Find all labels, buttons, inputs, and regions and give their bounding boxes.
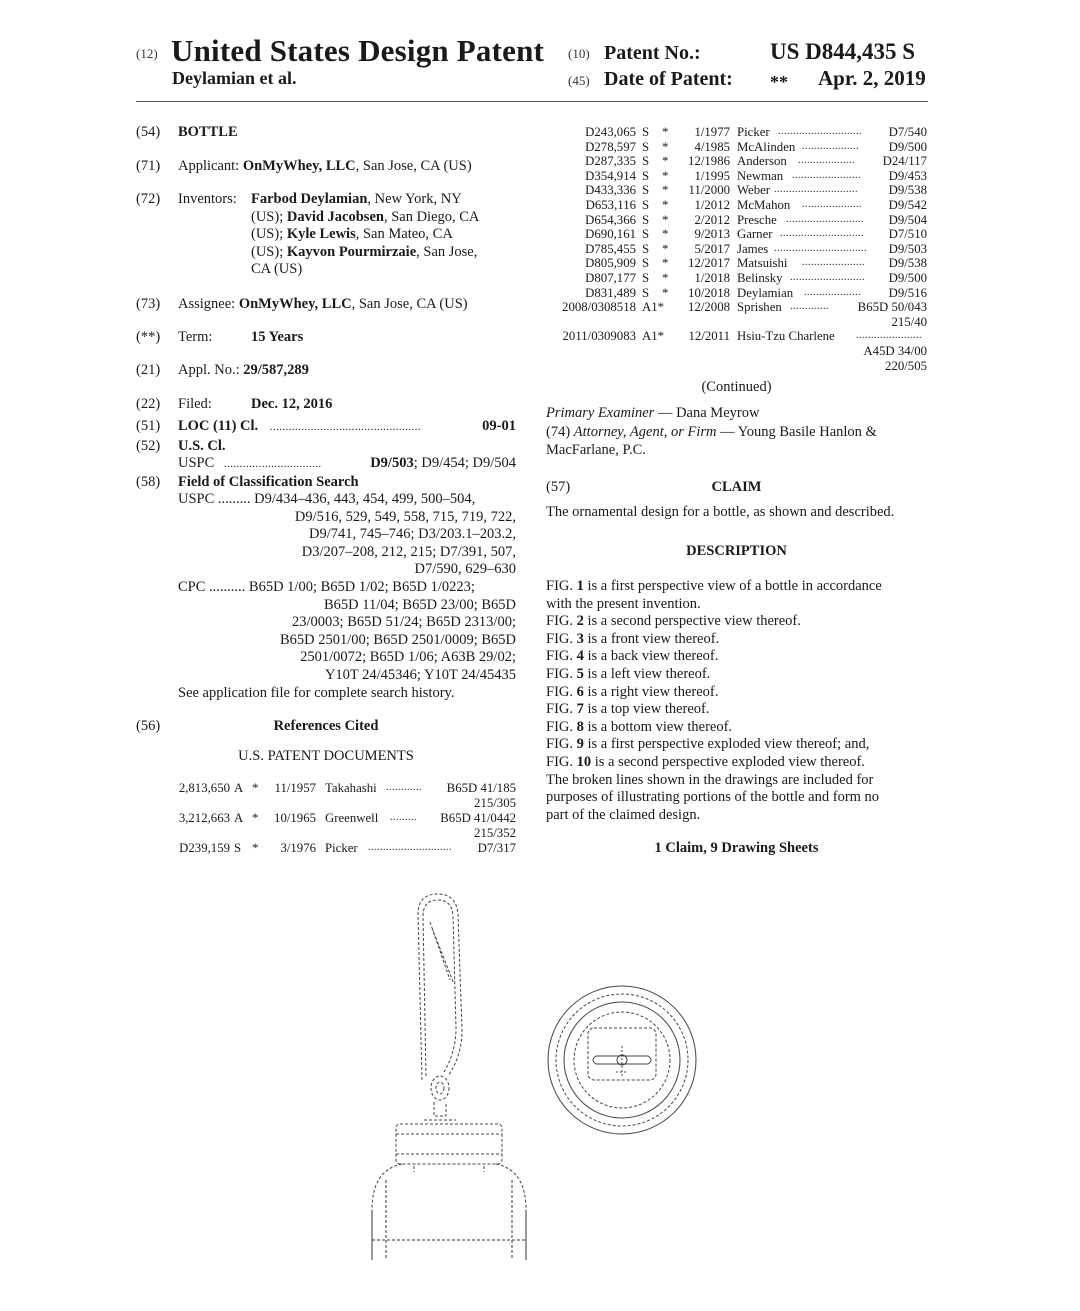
- ref-kind: S: [642, 139, 650, 154]
- figure-line: FIG. 3 is a front view thereof.: [546, 630, 720, 647]
- ref-name: Takahashi: [325, 781, 377, 795]
- ref-date: 11/1957: [274, 781, 316, 795]
- references-title: References Cited: [273, 718, 379, 734]
- ref-star: *: [662, 270, 669, 285]
- inventor-loc: , San Diego, CA: [383, 208, 480, 225]
- ref-number: 3,212,663: [178, 811, 230, 825]
- ref-dots: ....................: [802, 198, 862, 210]
- reference-row: [546, 256, 927, 271]
- ref-star: *: [662, 256, 669, 271]
- ref-star: *: [662, 139, 669, 154]
- field-uspc: [178, 491, 516, 579]
- ref-star: *: [252, 841, 259, 855]
- ref-date: 1/2018: [694, 270, 730, 285]
- code-58: (58): [136, 474, 161, 490]
- figure-line: FIG. 1 is a first perspective view of a bottle in accordance: [546, 578, 882, 594]
- ref-name: Weber: [737, 183, 771, 198]
- ref-dots: ...............................: [774, 242, 867, 254]
- ref-date: 2/2012: [694, 212, 730, 227]
- ref-name: Deylamian: [737, 285, 794, 300]
- ref-dots: ...................: [804, 286, 861, 298]
- ref-class: D7/317: [477, 841, 516, 855]
- ref-kind: S: [642, 227, 650, 242]
- ref-kind: S: [642, 256, 650, 271]
- applicant: [178, 158, 472, 176]
- field-line: B65D 2501/00; B65D 2501/0009; B65D: [279, 631, 516, 648]
- ref-date: 5/2017: [694, 241, 730, 256]
- reference-row: [546, 213, 927, 228]
- ref-star: *: [662, 197, 669, 212]
- reference-row: [546, 198, 927, 213]
- header-rule: [136, 101, 928, 102]
- uspc-main: D9/503: [370, 455, 414, 471]
- ref-name: Picker: [325, 841, 358, 855]
- ref-number: D243,065: [585, 125, 636, 139]
- ref-kind: A: [234, 811, 244, 825]
- inventor-loc: , San Mateo, CA: [355, 226, 453, 243]
- ref-kind: A1*: [642, 300, 665, 315]
- description-title: DESCRIPTION: [686, 543, 787, 559]
- ref-kind: S: [642, 241, 650, 256]
- references-right: [546, 125, 927, 373]
- code-21: (21): [136, 362, 161, 378]
- code-term: (**): [136, 329, 161, 345]
- ref-star: *: [252, 781, 259, 795]
- bottle-body: [372, 1210, 526, 1260]
- code-72: (72): [136, 191, 161, 207]
- reference-row: [546, 300, 927, 329]
- attorney-name-2: MacFarlane, P.C.: [546, 441, 646, 458]
- ref-number: D278,597: [585, 139, 636, 154]
- figure-line: FIG. 9 is a first perspective exploded view thereof; and,: [546, 736, 870, 753]
- continued-note: (Continued): [701, 379, 772, 395]
- ref-number: D653,116: [585, 197, 636, 212]
- reference-row: [168, 781, 516, 810]
- ref-dots: .......................: [792, 169, 861, 181]
- ref-star: *: [662, 154, 669, 169]
- reference-row: [546, 242, 927, 257]
- reference-row: [546, 140, 927, 155]
- ref-date: 10/1965: [274, 811, 316, 825]
- ref-kind: S: [642, 197, 650, 212]
- ref-number: D805,909: [585, 256, 636, 271]
- ref-name: Garner: [737, 227, 773, 242]
- ref-dots: ..........................: [786, 213, 864, 225]
- ref-dots: .........: [390, 812, 417, 823]
- loc-value: 09-01: [482, 418, 516, 434]
- ref-kind: A1*: [642, 329, 665, 344]
- ref-date: 12/2011: [688, 329, 730, 344]
- ref-number: D654,366: [585, 212, 636, 227]
- inventor-line: [251, 191, 521, 209]
- term-value: 15 Years: [251, 329, 304, 345]
- us-patent-documents: U.S. PATENT DOCUMENTS: [238, 748, 414, 764]
- ref-name: Hsiu-Tzu Charlene: [737, 329, 835, 344]
- ref-kind: S: [642, 270, 650, 285]
- appl-label: Appl. No.:: [178, 362, 240, 378]
- assignee-loc: , San Jose, CA (US): [351, 296, 468, 312]
- ref-star: *: [662, 125, 669, 139]
- ref-star: *: [252, 811, 259, 825]
- uspc-label: USPC: [178, 455, 215, 471]
- ref-class: D9/503: [888, 241, 927, 256]
- broken-lines-text: purposes of illustrating portions of the bottle and form no: [546, 789, 880, 806]
- ref-class: D7/540: [888, 125, 927, 139]
- code-71: (71): [136, 158, 161, 174]
- code-74: (74): [546, 424, 571, 440]
- inventors-list: [251, 191, 521, 279]
- inventor-line: [251, 209, 521, 227]
- ref-kind: S: [234, 841, 242, 855]
- ref-name: McAlinden: [737, 139, 796, 154]
- code-56: (56): [136, 718, 161, 734]
- inventor-name: Kyle Lewis: [286, 226, 356, 243]
- ref-date: 12/2017: [688, 256, 730, 271]
- patent-no: US D844,435 S: [770, 39, 916, 64]
- appl-number: 29/587,289: [243, 362, 309, 378]
- field-line: USPC ......... D9/434–436, 443, 454, 499, 500–504,: [178, 491, 476, 507]
- ref-class-3: 220/505: [885, 359, 927, 374]
- ref-name: Newman: [737, 168, 784, 183]
- bottle-drawing: [360, 880, 730, 1260]
- ref-date: 1/1977: [694, 125, 730, 139]
- ref-dots: ...................: [802, 140, 859, 152]
- reference-row: [546, 271, 927, 286]
- code-73: (73): [136, 296, 161, 312]
- ref-number: 2011/0309083: [562, 329, 636, 344]
- reference-row: [546, 154, 927, 169]
- claim-text: The ornamental design for a bottle, as shown and described.: [546, 504, 895, 520]
- assignee-label: Assignee:: [178, 296, 236, 312]
- inventor-loc: , San Jose,: [416, 243, 478, 260]
- ref-class: B65D 41/185: [446, 781, 516, 795]
- code-54: (54): [136, 124, 161, 140]
- ref-class-2: A45D 34/00: [863, 344, 927, 359]
- invention-title: BOTTLE: [178, 124, 238, 140]
- patent-no-label: Patent No.:: [604, 42, 701, 64]
- see-application: See application file for complete search history.: [178, 685, 455, 701]
- field-line: CPC .......... B65D 1/00; B65D 1/02; B65D 1/0223;: [178, 579, 475, 595]
- ref-name: McMahon: [737, 197, 791, 212]
- ref-date: 3/1976: [280, 841, 316, 855]
- ref-date: 11/2000: [688, 183, 730, 198]
- ref-name: Picker: [737, 125, 770, 139]
- reference-row: [546, 227, 927, 242]
- ref-kind: S: [642, 212, 650, 227]
- ref-date: 4/1985: [694, 139, 730, 154]
- inventor-loc: , New York, NY: [367, 191, 462, 207]
- attorney-label: Attorney, Agent, or Firm: [573, 424, 717, 440]
- uspc-rest: ; D9/454; D9/504: [413, 455, 516, 471]
- reference-row: [168, 811, 516, 840]
- ref-class: D9/542: [888, 197, 927, 212]
- loc-label: LOC (11) Cl.: [178, 418, 259, 434]
- code-52: (52): [136, 438, 161, 454]
- ref-dots: ............: [386, 782, 422, 793]
- figure-line: FIG. 10 is a second perspective exploded view thereof.: [546, 753, 865, 770]
- ref-number: D287,335: [585, 154, 636, 169]
- ref-dots: ............................: [774, 184, 858, 196]
- ref-class: D7/510: [888, 227, 927, 242]
- inventor-prefix: (US);: [251, 208, 287, 225]
- figure-list: [546, 578, 927, 824]
- ref-dots: .............: [790, 301, 829, 313]
- uspc-dots: ...............................: [223, 458, 322, 470]
- reference-row: [546, 329, 927, 373]
- ref-kind: S: [642, 154, 650, 169]
- inventor-name: Kayvon Pourmirzaie: [286, 243, 417, 260]
- appl: [178, 362, 309, 380]
- ref-class: D9/500: [888, 139, 927, 154]
- primary-examiner: [546, 405, 759, 423]
- field-line: D9/741, 745–746; D3/203.1–203.2,: [308, 526, 516, 543]
- inventor-name: Farbod Deylamian: [251, 191, 368, 207]
- ref-star: *: [662, 212, 669, 227]
- ref-dots: ......................: [856, 330, 922, 342]
- code-45: (45): [568, 73, 590, 88]
- ref-date: 9/2013: [694, 227, 730, 242]
- figure-line: with the present invention.: [546, 595, 701, 612]
- filed-date: Dec. 12, 2016: [251, 396, 333, 412]
- assignee-name: OnMyWhey, LLC: [238, 296, 352, 312]
- reference-row: [546, 286, 927, 301]
- loc-class: [178, 418, 516, 437]
- assignee: [178, 296, 468, 314]
- uspc-class: [178, 455, 516, 474]
- inventors-label: Inventors:: [178, 191, 237, 207]
- ref-class: D9/504: [888, 212, 927, 227]
- attorney-name: — Young Basile Hanlon &: [716, 424, 877, 440]
- date-mark: **: [770, 72, 788, 92]
- broken-lines-text: part of the claimed design.: [546, 806, 701, 823]
- reference-row: [546, 169, 927, 184]
- field-line: D3/207–208, 212, 215; D7/391, 507,: [301, 543, 516, 560]
- inventor-line: CA (US): [251, 261, 303, 278]
- ref-kind: S: [642, 125, 650, 139]
- ref-number: D831,489: [585, 285, 636, 300]
- code-12: (12): [136, 46, 158, 61]
- code-57: (57): [546, 479, 571, 495]
- reference-row: [546, 183, 927, 198]
- code-10: (10): [568, 46, 590, 61]
- ref-kind: A: [234, 781, 244, 795]
- uscl-label: U.S. Cl.: [178, 438, 226, 454]
- ref-class: D24/117: [882, 154, 927, 169]
- claim-title: CLAIM: [711, 479, 762, 495]
- figure-line: FIG. 5 is a left view thereof.: [546, 665, 711, 682]
- ref-number: D807,177: [585, 270, 636, 285]
- ref-class-2: 215/305: [474, 796, 516, 810]
- term-label: Term:: [178, 329, 213, 345]
- code-22: (22): [136, 396, 161, 412]
- ref-name: Anderson: [737, 154, 787, 169]
- ref-class: D9/453: [888, 168, 927, 183]
- ref-dots: ............................: [368, 842, 452, 853]
- authors: Deylamian et al.: [172, 68, 297, 88]
- loc-dots: ................................................: [269, 421, 421, 433]
- ref-name: Presche: [737, 212, 777, 227]
- ref-dots: ............................: [778, 126, 862, 137]
- reference-row: [546, 125, 927, 140]
- field-cpc: [178, 579, 516, 685]
- inventor-name: David Jacobsen: [286, 208, 384, 225]
- applicant-loc: , San Jose, CA (US): [355, 158, 472, 174]
- inventor-prefix: (US);: [251, 243, 287, 260]
- figure-line: FIG. 2 is a second perspective view thereof.: [546, 613, 801, 630]
- ref-star: *: [662, 285, 669, 300]
- ref-date: 12/2008: [688, 300, 730, 315]
- ref-star: *: [662, 168, 669, 183]
- ref-name: James: [737, 241, 769, 256]
- ref-class: B65D 50/043: [857, 300, 927, 315]
- ref-number: D785,455: [585, 241, 636, 256]
- ref-date: 12/1986: [688, 154, 730, 169]
- ref-class-2: 215/40: [891, 315, 927, 330]
- ref-name: Greenwell: [325, 811, 379, 825]
- ref-number: D433,336: [585, 183, 636, 198]
- examiner-label: Primary Examiner: [546, 405, 655, 421]
- field-line: 2501/0072; B65D 1/06; A63B 29/02;: [300, 649, 516, 666]
- claims-count: 1 Claim, 9 Drawing Sheets: [654, 840, 819, 856]
- ref-star: *: [662, 183, 669, 198]
- doc-title: United States Design Patent: [171, 33, 545, 68]
- ref-kind: S: [642, 285, 650, 300]
- filed-label: Filed:: [178, 396, 212, 412]
- ref-star: *: [662, 227, 669, 242]
- field-line: D7/590, 629–630: [414, 561, 516, 578]
- ref-kind: S: [642, 183, 650, 198]
- patent-date: Apr. 2, 2019: [818, 66, 926, 90]
- field-line: B65D 11/04; B65D 23/00; B65D: [323, 596, 516, 613]
- ref-date: 1/2012: [694, 197, 730, 212]
- ref-number: 2008/0308518: [562, 300, 636, 315]
- figure-line: FIG. 8 is a bottom view thereof.: [546, 718, 733, 735]
- ref-class: D9/516: [888, 285, 927, 300]
- ref-dots: .....................: [802, 257, 865, 269]
- swivel-ring: [431, 1076, 449, 1100]
- attorney: [546, 424, 927, 459]
- field-line: D9/516, 529, 549, 558, 715, 719, 722,: [294, 508, 516, 525]
- applicant-name: OnMyWhey, LLC: [242, 158, 356, 174]
- inventor-line: [251, 226, 521, 244]
- ref-dots: ...................: [798, 155, 855, 167]
- examiner-name: — Dana Meyrow: [654, 405, 760, 421]
- ref-name: Sprishen: [737, 300, 782, 315]
- ref-date: 10/2018: [688, 285, 730, 300]
- date-label: Date of Patent:: [604, 68, 733, 90]
- figure-line: FIG. 7 is a top view thereof.: [546, 701, 710, 718]
- ref-dots: .........................: [790, 271, 865, 283]
- ref-class: B65D 41/0442: [440, 811, 516, 825]
- ref-number: D239,159: [179, 841, 230, 855]
- bottle-cap: [396, 1124, 502, 1164]
- ref-name: Belinsky: [737, 270, 783, 285]
- broken-lines-text: The broken lines shown in the drawings are included for: [546, 771, 874, 788]
- ref-class-2: 215/352: [474, 826, 516, 840]
- ref-name: Matsuishi: [737, 256, 788, 271]
- figure-line: FIG. 4 is a back view thereof.: [546, 648, 719, 665]
- inventor-prefix: (US);: [251, 226, 287, 243]
- ref-class: D9/538: [888, 183, 927, 198]
- ref-number: D690,161: [585, 227, 636, 242]
- ref-kind: S: [642, 168, 650, 183]
- ref-class: D9/500: [888, 270, 927, 285]
- ref-number: D354,914: [585, 168, 636, 183]
- field-line: 23/0003; B65D 51/24; B65D 2313/00;: [292, 614, 516, 631]
- ref-dots: ............................: [780, 228, 864, 240]
- reference-row: [168, 841, 516, 856]
- applicant-label: Applicant:: [178, 158, 240, 174]
- ref-date: 1/1995: [694, 168, 730, 183]
- field-search-label: Field of Classification Search: [178, 474, 359, 490]
- ref-number: 2,813,650: [178, 781, 230, 795]
- figure-line: FIG. 6 is a right view thereof.: [546, 683, 719, 700]
- uspc-values: [370, 455, 516, 473]
- inventor-line: [251, 244, 521, 262]
- ref-class: D9/538: [888, 256, 927, 271]
- field-line: Y10T 24/45346; Y10T 24/45435: [324, 666, 516, 683]
- ref-star: *: [662, 241, 669, 256]
- code-51: (51): [136, 418, 161, 434]
